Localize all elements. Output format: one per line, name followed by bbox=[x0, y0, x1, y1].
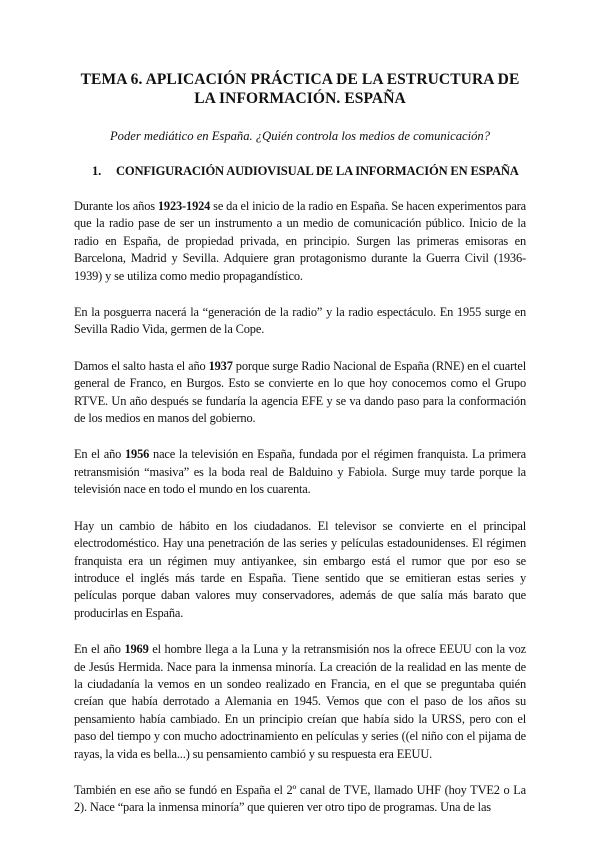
paragraph: En la posguerra nacerá la “generación de la radio” y la radio espectáculo. En 1955 surge en Sevilla Radio Vida, germen de la Cope. bbox=[74, 305, 526, 337]
paragraph: Hay un cambio de hábito en los ciudadanos. El televisor se convierte en el principal electrodoméstico. Hay una penetración de las series y películas estadounidenses. El régimen franquista era un régimen muy antiyankee, sin embargo está el rumor que por eso se introduce el inglés más tarde en España. Tiene sentido que se emitieran estas series y películas porque daban valores muy conservadores, además de que salía más barato que producirlas en España. bbox=[74, 518, 526, 620]
section-number: 1. bbox=[92, 164, 102, 178]
page-title: TEMA 6. APLICACIÓN PRÁCTICA DE LA ESTRUCTURA DE LA INFORMACIÓN. ESPAÑA bbox=[80, 71, 520, 107]
paragraph: En el año 1969 el hombre llega a la Luna y la retransmisión nos la ofrece EEUU con la voz de Jesús Hermida. Nace para la inmensa minoría. La creación de la realidad en las mente de la ciudadanía la vemos en un sondeo realizado en Francia, en el que se preguntaba quién creían que había derrotado a Alemania en 1945. Vemos que con el paso de los años su pensamiento había cambiado. En un principio creían que había sido la URSS, pero con el paso del tiempo y con mucho adoctrinamiento en películas y series ((el niño con el pijama de rayas, la vida es bella...) su pensamiento cambió y su respuesta era EEUU. bbox=[74, 642, 527, 761]
year-highlight: 1923-1924 bbox=[157, 199, 211, 213]
year-highlight: 1969 bbox=[124, 642, 149, 657]
section-heading bbox=[74, 163, 526, 179]
paragraph: Durante los años 1923-1924 se da el inicio de la radio en España. Se hacen experimentos para que la radio pase de ser un instrumento a un medio de comunicación público. Inicio de la radio en España, de propiedad privada, en principio. Surgen las primeras emisoras en Barcelona, Madrid y Sevilla. Adquiere gran protagonismo durante la Guerra Civil (1936-1939) y se utiliza como medio propagandístico. bbox=[74, 199, 526, 283]
paragraph: Damos el salto hasta el año 1937 porque surge Radio Nacional de España (RNE) en el cuartel general de Franco, en Burgos. Esto se convierte en lo que hoy conocemos como el Grupo RTVE. Un año después se fundaría la agencia EFE y se va dando paso para la conformación de los medios en manos del gobierno. bbox=[74, 358, 526, 426]
section-title: CONFIGURACIÓN AUDIOVISUAL DE LA INFORMACIÓN EN ESPAÑA bbox=[116, 164, 519, 178]
year-highlight: 1937 bbox=[208, 358, 233, 373]
paragraph: También en ese año se fundó en España el 2º canal de TVE, llamado UHF (hoy TVE2 o La 2). Nace “para la inmensa minoría” que quieren ver otro tipo de programas. Una de las bbox=[74, 782, 526, 815]
page-subtitle: Poder mediático en España. ¿Quién controla los medios de comunicación? bbox=[109, 129, 491, 143]
paragraph: En el año 1956 nace la televisión en España, fundada por el régimen franquista. La primera retransmisión “masiva” es la boda real de Balduino y Fabiola. Surge muy tarde porque la televisión nace en todo el mundo en los cuarenta. bbox=[74, 447, 527, 497]
year-highlight: 1956 bbox=[125, 447, 150, 462]
